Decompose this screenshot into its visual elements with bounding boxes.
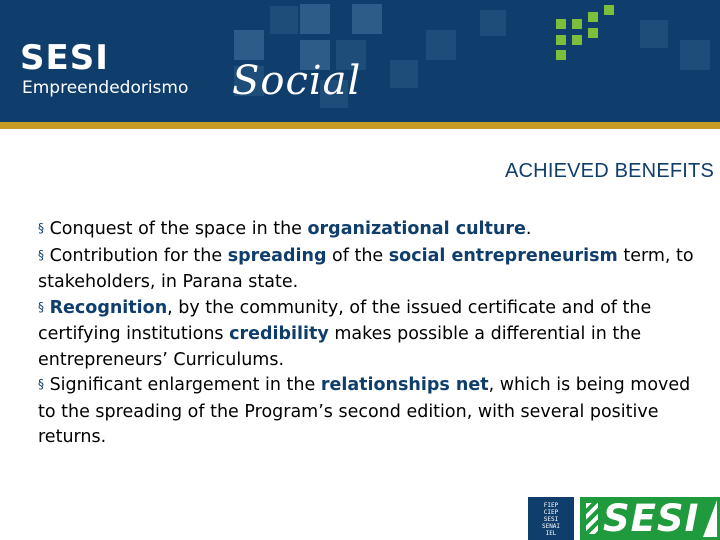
- benefit-text: of the: [326, 245, 389, 266]
- bullet-icon: §: [38, 299, 44, 314]
- header-banner: [0, 0, 720, 122]
- sesi-logo-text: SESI: [603, 497, 700, 540]
- sesi-logo-corner: [703, 500, 717, 537]
- decor-square: [426, 30, 456, 60]
- decor-square: [270, 6, 298, 34]
- fiep-system-logo: [528, 497, 574, 540]
- fiep-logo-line: SESI: [543, 516, 559, 523]
- decor-square: [640, 20, 668, 48]
- benefit-text: Contribution for the: [49, 245, 228, 266]
- benefit-text: , by the community, of the issued certificate and of the certifying institutions: [38, 297, 652, 344]
- decor-square: [680, 40, 710, 70]
- benefit-highlight: spreading: [227, 245, 327, 266]
- sesi-logo-stripes: [586, 503, 598, 534]
- decor-green-square: [572, 19, 582, 29]
- decor-green-square: [604, 5, 614, 15]
- decor-square: [480, 10, 506, 36]
- decor-green-square: [556, 19, 566, 29]
- fiep-logo-line: SENAI: [541, 523, 561, 530]
- benefit-text: term, to stakeholders, in Parana state.: [38, 245, 694, 292]
- benefit-item: [38, 244, 704, 296]
- benefit-text: Conquest of the space in the: [49, 219, 308, 239]
- benefit-item: [38, 373, 704, 451]
- slide-title: ACHIEVED BENEFITS: [505, 160, 714, 182]
- brand-social: Social: [232, 58, 362, 104]
- benefit-text: Significant enlargement in the: [49, 375, 321, 395]
- decor-square: [390, 60, 418, 88]
- brand-name: SESI: [20, 38, 109, 78]
- decor-green-square: [588, 12, 598, 22]
- brand-subtitle: Empreendedorismo: [22, 78, 189, 98]
- benefit-highlight: relationships net: [320, 375, 489, 395]
- decor-green-square: [588, 28, 598, 38]
- header-gold-stripe: [0, 122, 720, 129]
- benefit-item: [38, 296, 704, 374]
- bullet-icon: §: [38, 377, 44, 391]
- decor-square: [352, 4, 382, 34]
- benefit-text: makes possible a differential in the entrepreneurs’ Curriculums.: [38, 324, 642, 370]
- decor-green-square: [556, 50, 566, 60]
- decor-square: [300, 4, 330, 34]
- bullet-icon: §: [38, 247, 44, 262]
- benefit-highlight: credibility: [229, 324, 329, 344]
- benefit-highlight: Recognition: [49, 297, 168, 318]
- decor-green-square: [572, 35, 582, 45]
- benefit-highlight: social entrepreneurism: [388, 245, 618, 266]
- benefit-text: , which is being moved to the spreading of the Program’s second edition, with several positive returns.: [38, 375, 691, 447]
- decor-green-square: [556, 35, 566, 45]
- benefit-highlight: organizational culture: [307, 219, 526, 239]
- fiep-logo-line: IEL: [545, 530, 557, 537]
- sesi-logo: [580, 497, 720, 540]
- benefit-text: .: [525, 219, 532, 239]
- benefit-item: [38, 217, 704, 244]
- fiep-logo-line: CIEP: [543, 509, 559, 516]
- benefits-list: [38, 217, 704, 451]
- decor-square: [234, 30, 264, 60]
- bullet-icon: §: [38, 221, 44, 235]
- fiep-logo-line: FIEP: [543, 502, 559, 509]
